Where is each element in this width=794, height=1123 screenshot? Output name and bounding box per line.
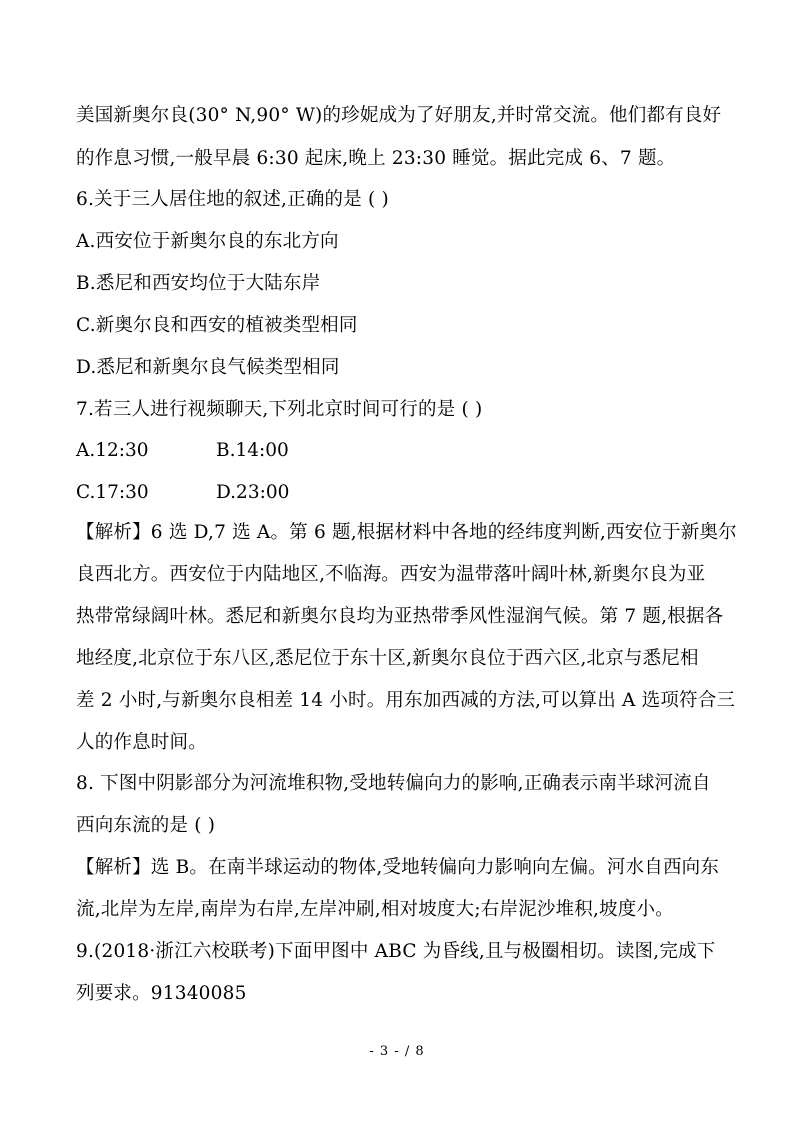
question-6-option-b: B.悉尼和西安均位于大陆东岸 xyxy=(76,273,321,294)
question-7-option-b: B.14:00 xyxy=(216,440,289,461)
analysis-8-line-2: 流,北岸为左岸,南岸为右岸,左岸冲刷,相对坡度大;右岸泥沙堆积,坡度小。 xyxy=(76,899,674,920)
question-6-option-a: A.西安位于新奥尔良的东北方向 xyxy=(76,231,339,252)
question-9-line-2: 列要求。91340085 xyxy=(76,983,247,1004)
analysis-6-7-line-6: 人的作息时间。 xyxy=(76,732,207,753)
question-6-option-c: C.新奥尔良和西安的植被类型相同 xyxy=(76,315,358,336)
question-9-line-1: 9.(2018·浙江六校联考)下面甲图中 ABC 为昏线,且与极圈相切。读图,完成下 xyxy=(76,941,716,962)
intro-line-1: 美国新奥尔良(30° N,90° W)的珍妮成为了好朋友,并时常交流。他们都有良好 xyxy=(76,105,722,126)
question-7-option-a: A.12:30 xyxy=(76,440,149,461)
analysis-6-7-line-3: 热带常绿阔叶林。悉尼和新奥尔良均为亚热带季风性湿润气候。第 7 题,根据各 xyxy=(76,606,724,627)
question-8-line-2: 西向东流的是 ( ) xyxy=(76,815,216,836)
question-6-stem: 6.关于三人居住地的叙述,正确的是 ( ) xyxy=(76,189,389,210)
question-7-option-c: C.17:30 xyxy=(76,482,149,503)
question-7-stem: 7.若三人进行视频聊天,下列北京时间可行的是 ( ) xyxy=(76,399,483,420)
question-8-line-1: 8. 下图中阴影部分为河流堆积物,受地转偏向力的影响,正确表示南半球河流自 xyxy=(76,773,711,794)
page-number: - 3 - / 8 xyxy=(369,1044,425,1059)
analysis-6-7-line-2: 良西北方。西安位于内陆地区,不临海。西安为温带落叶阔叶林,新奥尔良为亚 xyxy=(76,564,706,585)
question-7-option-d: D.23:00 xyxy=(216,482,290,503)
analysis-6-7-line-4: 地经度,北京位于东八区,悉尼位于东十区,新奥尔良位于西六区,北京与悉尼相 xyxy=(76,648,699,669)
analysis-8-line-1: 【解析】选 B。在南半球运动的物体,受地转偏向力影响向左偏。河水自西向东 xyxy=(76,857,720,878)
analysis-6-7-line-1: 【解析】6 选 D,7 选 A。第 6 题,根据材料中各地的经纬度判断,西安位于新奥尔 xyxy=(76,522,737,543)
intro-line-2: 的作息习惯,一般早晨 6:30 起床,晚上 23:30 睡觉。据此完成 6、7 题。 xyxy=(76,148,676,169)
analysis-6-7-line-5: 差 2 小时,与新奥尔良相差 14 小时。用东加西减的方法,可以算出 A 选项符合三 xyxy=(76,690,736,711)
question-6-option-d: D.悉尼和新奥尔良气候类型相同 xyxy=(76,357,340,378)
